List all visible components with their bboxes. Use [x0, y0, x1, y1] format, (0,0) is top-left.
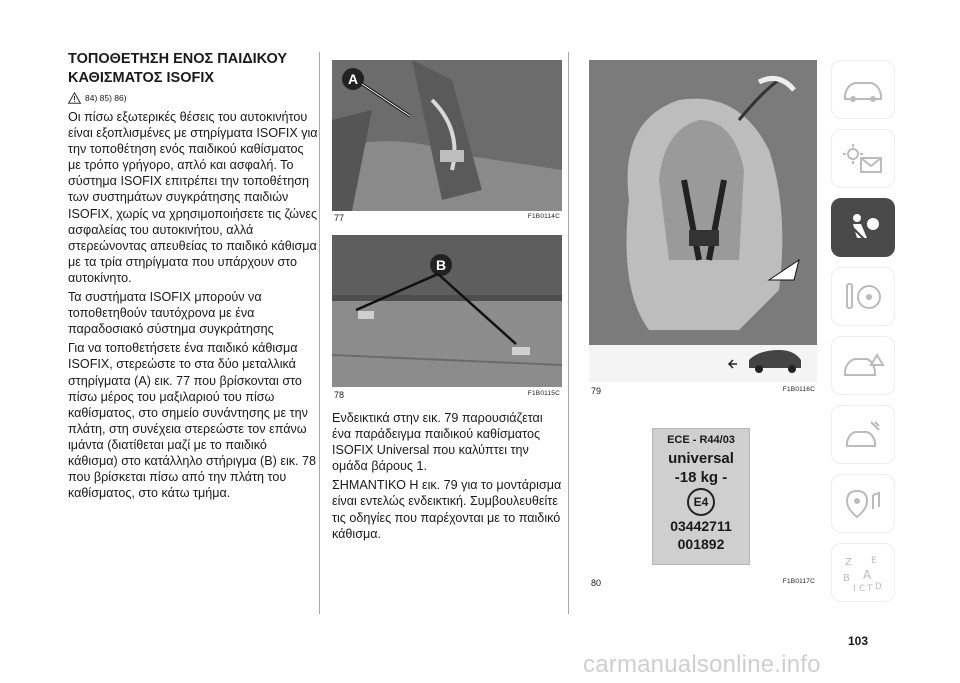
airbag-seat-icon [843, 210, 883, 246]
pointer-lines-b [350, 272, 530, 352]
svg-text:C: C [859, 583, 866, 593]
svg-text:B: B [843, 572, 850, 584]
text-column-2 [332, 410, 564, 545]
chapter-sidebar [828, 60, 896, 612]
svg-text:E: E [871, 555, 877, 566]
column-divider [568, 52, 569, 614]
figure-78-caption: 78 F1B0115C [334, 390, 560, 400]
figure-80-caption: 80 F1B0117C [591, 578, 815, 588]
warning-lights-icon [841, 142, 885, 176]
figure-79-image [589, 60, 817, 382]
svg-text:I: I [853, 583, 856, 593]
text-column-1 [68, 50, 318, 504]
column-divider [319, 52, 320, 614]
tab-emergency[interactable] [831, 336, 895, 395]
tab-safety[interactable] [831, 198, 895, 257]
tab-starting-driving[interactable] [831, 267, 895, 326]
svg-text:T: T [867, 583, 873, 593]
navigation-icon [841, 487, 885, 521]
car-dashboard-icon [841, 75, 885, 105]
marker-a: A [342, 68, 364, 90]
page-number: 103 [848, 634, 869, 648]
warning-triangle-icon [68, 92, 81, 104]
marker-b: B [430, 254, 452, 276]
alphabetical-index-icon [841, 553, 885, 593]
paragraph: Οι πίσω εξωτερικές θέσεις του αυτοκινήτου είναι εξοπλισμένες με στηρίγματα ISOFIX για την τοποθέτηση ενός παιδικού καθίσματος με τρόπο γρήγορο, απλό και ασφαλή. Το σύστημα ISOFIX επιτρέπει την τοποθέτηση των συστημάτων συγκράτησης παιδιών ISOFIX, χωρίς να χρησιμοποιήσετε τις ζώνες ασφαλείας του αυτοκινήτου, αλλά στερεώνοντας απευθείας το παιδικό κάθισμα με τα τρία στηρίγματα που υπάρχουν στο αυτοκίνητο. [68, 110, 318, 285]
paragraph: Τα συστήματα ISOFIX μπορούν να τοποθετηθούν ταυτόχρονα με ένα παραδοσιακό σύστημα συγκράτησης [68, 290, 274, 337]
watermark: carmanualsonline.info [583, 651, 821, 678]
e-mark-icon: E4 [687, 488, 715, 516]
tab-index[interactable] [831, 543, 895, 602]
tab-multimedia[interactable] [831, 474, 895, 533]
svg-text:Z: Z [845, 556, 852, 568]
section-title: ΤΟΠΟΘΕΤΗΣΗ ΕΝΟΣ ΠΑΙΔΙΚΟΥ ΚΑΘΙΣΜΑΤΟΣ ISOFIX [68, 51, 288, 86]
svg-text:D: D [875, 581, 882, 592]
figure-80-ece-label: ECE - R44/03 universal -18 kg - E4 03442711 001892 [652, 428, 750, 565]
car-emergency-icon [841, 349, 885, 383]
warning-references: 84) 85) 86) [68, 92, 318, 104]
paragraph: Για να τοποθετήσετε ένα παιδικό κάθισμα ISOFIX, στερεώστε το στα δύο μεταλλικά στηρίγματα (A) εικ. 77 που βρίσκονται στο πίσω μέρος του μαξιλαριού του πίσω καθίσματος, στο σημείο συνάντησης με την πλάτη, στη συνέχεια στερεώστε τον επάνω ιμάντα (διατίθεται μαζί με το παιδικό κάθισμα) στο κατάλληλο στήριγμα (B) εικ. 78 που βρίσκεται πίσω από την πλάτη του καθίσματος, στο κάτω τμήμα. [68, 341, 317, 501]
tab-warning-lights[interactable] [831, 129, 895, 188]
figure-77-caption: 77 F1B0114C [334, 213, 560, 223]
pointer-line-a [360, 82, 420, 122]
tab-maintenance[interactable] [831, 405, 895, 464]
maintenance-icon [841, 418, 885, 452]
figure-79-caption: 79 F1B0116C [591, 386, 815, 396]
tab-dashboard[interactable] [831, 60, 895, 119]
paragraph: Ενδεικτικά στην εικ. 79 παρουσιάζεται ένα παράδειγμα παιδικού καθίσματος ISOFIX Universal που καλύπτει την ομάδα βάρους 1. [332, 411, 543, 474]
svg-text:A: A [863, 567, 872, 582]
paragraph: ΣΗΜΑΝΤΙΚΟ Η εικ. 79 για το μοντάρισμα είναι εντελώς ενδεικτική. Συμβουλευθείτε τις οδηγίες που παρέχονται με το παιδικό κάθισμα. [332, 478, 562, 541]
key-steering-icon [841, 280, 885, 314]
